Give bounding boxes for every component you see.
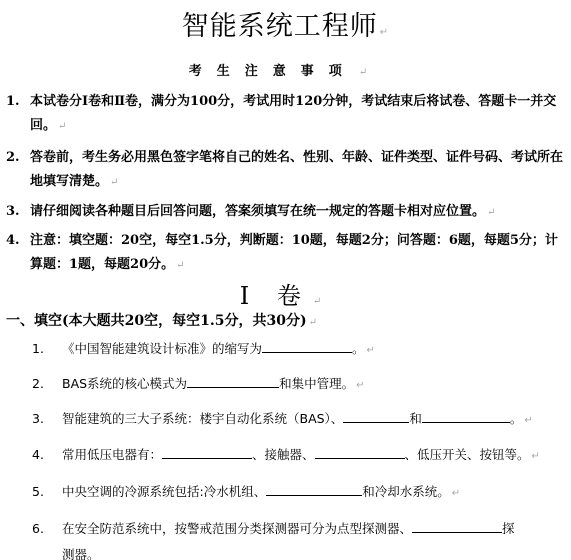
question-text: 《中国智能建筑设计标准》的缩写为: [62, 341, 263, 356]
question-text: 测器。: [62, 547, 100, 560]
document-title: [0, 4, 571, 43]
question-number: 5.: [32, 484, 44, 499]
notice-text: 本试卷分Ⅰ卷和Ⅱ卷，满分为100分，考试用时120分钟，考试结束后将试卷、答题卡一并交回。: [30, 94, 557, 133]
question-item: [32, 442, 562, 470]
notice-number: 4.: [6, 233, 20, 248]
paragraph-mark-icon: ↵: [176, 260, 185, 271]
paragraph-mark-icon: ↵: [308, 317, 317, 328]
question-text: 。: [509, 411, 523, 426]
answer-blank[interactable]: [343, 408, 409, 423]
question-item: [32, 371, 562, 399]
answer-blank[interactable]: [162, 444, 252, 459]
document-title-text: 智能系统工程师: [181, 11, 378, 42]
notice-text: 请仔细阅读各种题目后回答问题，答案须填写在统一规定的答题卡相对应位置。: [30, 204, 486, 219]
question-text: 探: [502, 521, 515, 536]
notice-heading: [0, 60, 571, 79]
paragraph-mark-icon: ↵: [451, 488, 461, 499]
question-text: 中央空调的冷源系统包括:冷水机组、: [62, 484, 267, 499]
question-item: [32, 516, 562, 542]
answer-blank[interactable]: [315, 444, 405, 459]
notice-heading-text: 考生注意事项: [188, 64, 357, 79]
question-item: [32, 336, 562, 364]
volume-heading: [0, 276, 571, 311]
question-text: 和冷却水系统。: [362, 484, 450, 499]
paragraph-mark-icon: ↵: [524, 415, 533, 426]
notice-number: 3.: [6, 204, 20, 219]
section-heading: [6, 310, 317, 330]
question-text: BAS系统的核心模式为: [62, 376, 188, 391]
notice-text: 注意：填空题：20空，每空1.5分，判断题：10题，每题2分；问答题：6题，每题5分；计算题：1题，每题20分。: [30, 233, 558, 272]
notice-item: [6, 90, 566, 139]
question-text: 、接触器、: [252, 447, 315, 462]
paragraph-mark-icon: ↵: [379, 27, 390, 38]
answer-blank[interactable]: [187, 373, 279, 388]
paragraph-mark-icon: ↵: [366, 345, 375, 356]
paragraph-mark-icon: ↵: [356, 380, 365, 391]
question-number: 4.: [32, 447, 44, 462]
answer-blank[interactable]: [422, 408, 510, 423]
answer-blank[interactable]: [266, 481, 362, 496]
section-heading-text: 一、填空(本大题共20空，每空1.5分，共30分): [6, 313, 307, 329]
paragraph-mark-icon: ↵: [110, 177, 119, 188]
notice-number: 1.: [6, 94, 20, 109]
paragraph-mark-icon: ↵: [487, 207, 496, 218]
question-text: 。: [352, 341, 365, 356]
paragraph-mark-icon: ↵: [531, 451, 540, 462]
question-item: [32, 479, 562, 507]
notice-item: [6, 229, 566, 278]
answer-blank[interactable]: [412, 518, 502, 533]
question-text: 在安全防范系统中，按警戒范围分类探测器可分为点型探测器、: [62, 521, 413, 536]
question-text: 常用低压电器有：: [62, 447, 163, 462]
question-number: 3.: [32, 411, 44, 426]
paragraph-mark-icon: ↵: [312, 296, 332, 307]
question-text: 、低压开关、按钮等。: [404, 447, 530, 462]
notice-item: [6, 146, 566, 195]
question-number: 6.: [32, 521, 44, 536]
question-text: 智能建筑的三大子系统：楼宇自动化系统（BAS）、: [62, 411, 344, 426]
question-text: 和: [409, 411, 422, 426]
volume-title: Ⅰ 卷: [239, 282, 311, 310]
question-number: 2.: [32, 376, 44, 391]
notice-text: 答卷前，考生务必用黑色签字笔将自己的姓名、性别、年龄、证件类型、证件号码、考试所在地填写清楚。: [30, 150, 564, 189]
answer-blank[interactable]: [262, 338, 352, 353]
paragraph-mark-icon: ↵: [58, 121, 67, 132]
question-continuation: [32, 542, 562, 560]
question-text: 和集中管理。: [279, 376, 355, 391]
notice-number: 2.: [6, 150, 20, 165]
notice-item: [6, 200, 566, 225]
paragraph-mark-icon: ↵: [358, 67, 383, 78]
question-item: [32, 406, 562, 434]
question-number: 1.: [32, 341, 44, 356]
